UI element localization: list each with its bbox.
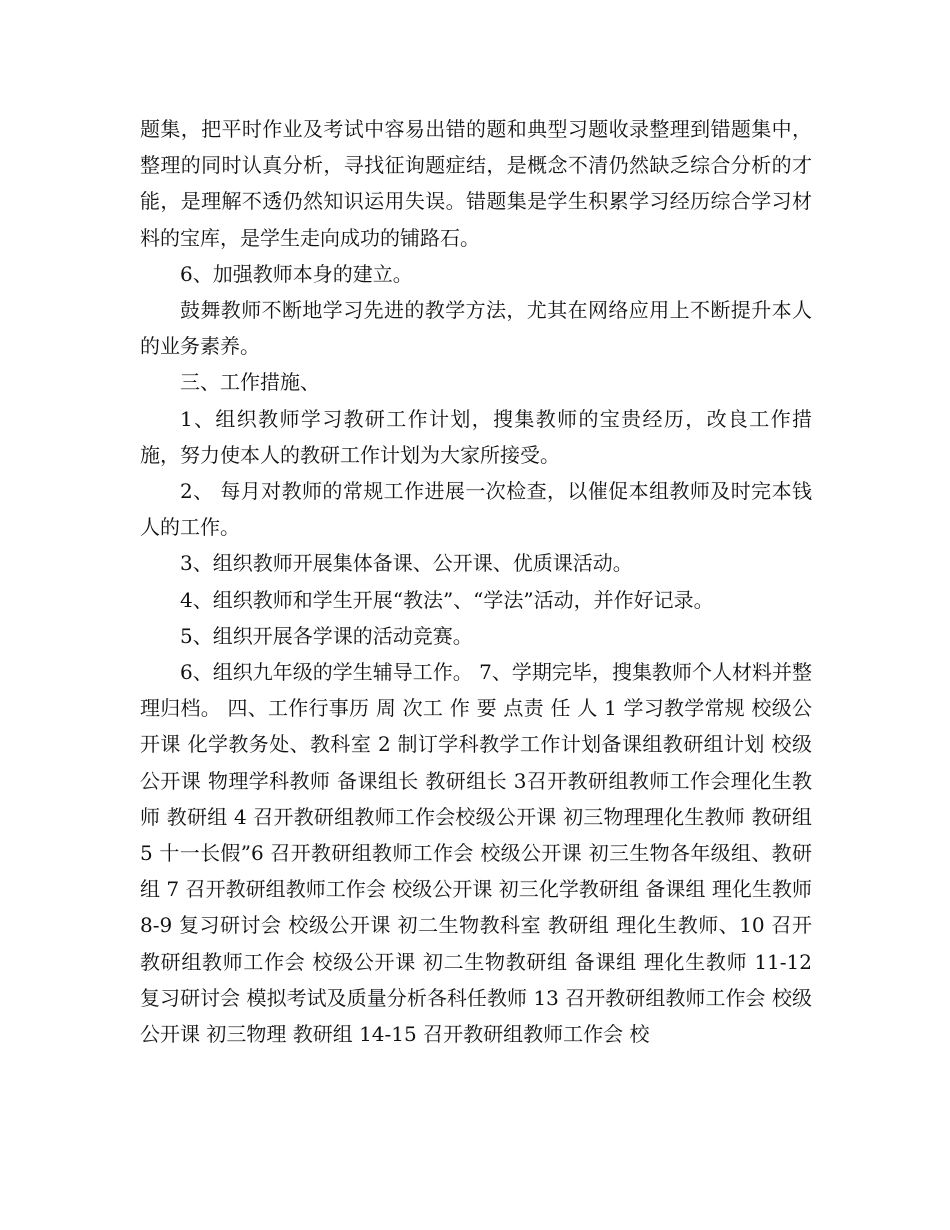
document-body <box>140 111 812 1052</box>
section-heading-measures: 三、工作措施、 <box>180 370 320 395</box>
measure-item-2: 2、 每月对教师的常规工作进展一次检查，以催促本组教师及时完本钱人的工作。 <box>140 479 812 540</box>
body-paragraph-2: 6、加强教师本身的建立。 <box>180 261 413 286</box>
measure-item-1: 1、组织教师学习教研工作计划，搜集教师的宝贵经历，改良工作措施，努力使本人的教研工作计划为大家所接受。 <box>140 406 812 467</box>
body-paragraph-3: 鼓舞教师不断地学习先进的教学方法，尤其在网络应用上不断提升本人的业务素养。 <box>140 298 812 359</box>
measure-item-3: 3、组织教师开展集体备课、公开课、优质课活动。 <box>180 551 633 576</box>
measure-item-5: 5、组织开展各学课的活动竞赛。 <box>180 623 473 648</box>
measure-item-6-and-schedule: 6、组织九年级的学生辅导工作。 7、学期完毕，搜集教师个人材料并整理归档。 四、工作行事历 周 次工 作 要 点责 任 人 1 学习教学常规 校级公开课 化学教务处、教科室 2 制订学科教学工作计划备课组教研组计划 校级公开课 物理学科教师 备课组长 教研组长 3召开教研组教师工作会理化生教师 教研组 4 召开教研组教师工作会校级公开课 初三物理理化生教师 教研组 5 十一长假”6 召开教研组教师工作会 校级公开课 初三生物各年级组、教研组 7 召开教研组教师工作会 校级公开课 初三化学教研组 备课组 理化生教师 8-9 复习研讨会 校级公开课 初二生物教科室 教研组 理化生教师、10 召开教研组教师工作会 校级公开课 初二生物教研组 备课组 理化生教师 11-12 复习研讨会 模拟考试及质量分析各科任教师 13 召开教研组教师工作会 校级公开课 初三物理 教研组 14-15 召开教研组教师工作会 校 <box>140 660 812 1047</box>
body-paragraph-1: 题集，把平时作业及考试中容易出错的题和典型习题收录整理到错题集中，整理的同时认真分析，寻找征询题症结，是概念不清仍然缺乏综合分析的才能，是理解不透仍然知识运用失误。错题集是学生积累学习经历综合学习材料的宝库，是学生走向成功的铺路石。 <box>140 117 812 250</box>
measure-item-4: 4、组织教师和学生开展“教法”、“学法”活动，并作好记录。 <box>180 587 714 612</box>
